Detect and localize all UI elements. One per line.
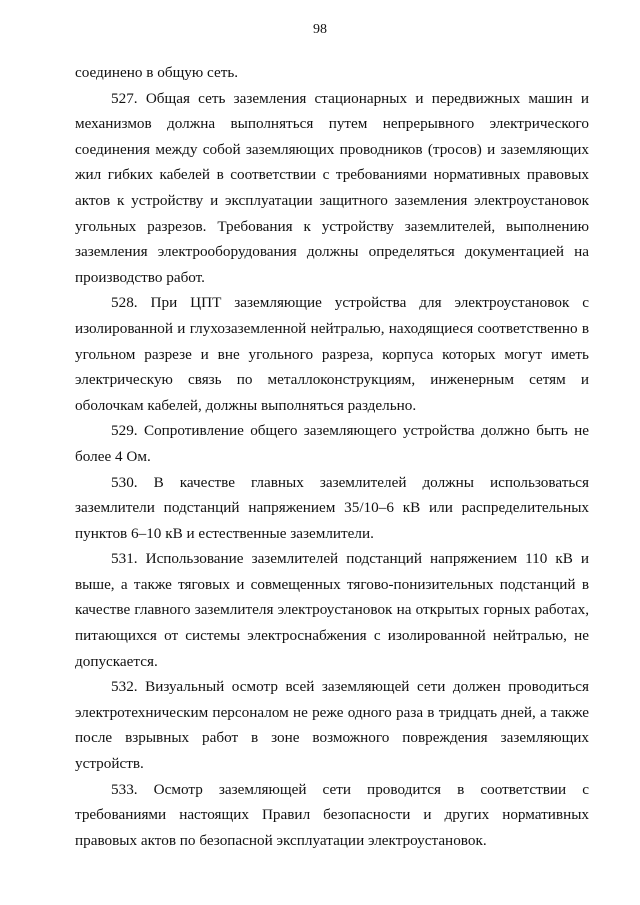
paragraph-532: 532. Визуальный осмотр всей заземляющей сети должен проводиться электротехническим персоналом не реже одного раза в тридцать дней, а также после взрывных работ в зоне возможного повреждения заземляющих устройств. (75, 678, 589, 773)
paragraph-530: 530. В качестве главных заземлителей должны использоваться заземлители подстанций напряжением 35/10–6 кВ или распределительных пунктов 6–10 кВ и естественные заземлители. (75, 473, 589, 542)
paragraph-527: 527. Общая сеть заземления стационарных и передвижных машин и механизмов должна выполняться путем непрерывного электрического соединения между собой заземляющих проводников (тросов) и заземляющих жил гибких кабелей в соответствии с требованиями нормативных правовых актов к устройству и эксплуатации защитного заземления электроустановок угольных разрезов. Требования к устройству заземлителей, выполнению заземления электрооборудования должны определяться документацией на производство работ. (75, 89, 589, 286)
paragraph-continuation: соединено в общую сеть. (75, 64, 239, 81)
paragraph-531: 531. Использование заземлителей подстанций напряжением 110 кВ и выше, а также тяговых и совмещенных тягово-понизительных подстанций в качестве главного заземлителя электроустановок на открытых горных работах, питающихся от системы электроснабжения с изолированной нейтралью, не допускается. (75, 550, 589, 670)
paragraph-529: 529. Сопротивление общего заземляющего устройства должно быть не более 4 Ом. (75, 422, 589, 465)
document-body (75, 60, 589, 853)
paragraph-533: 533. Осмотр заземляющей сети проводится в соответствии с требованиями настоящих Правил безопасности и других нормативных правовых актов по безопасной эксплуатации электроустановок. (75, 780, 589, 849)
page-number: 98 (313, 22, 327, 37)
paragraph-528: 528. При ЦПТ заземляющие устройства для электроустановок с изолированной и глухозаземленной нейтралью, находящиеся соответственно в угольном разрезе и вне угольного разреза, корпуса которых могут иметь электрическую связь по металлоконструкциям, инженерным сетям и оболочкам кабелей, должны выполняться раздельно. (75, 294, 589, 414)
